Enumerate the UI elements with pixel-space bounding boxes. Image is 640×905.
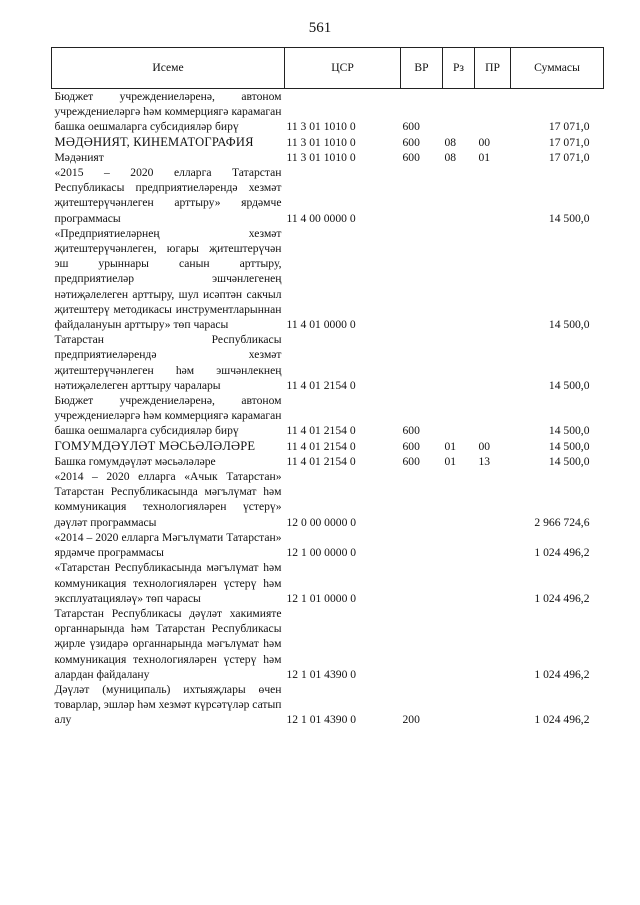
cell-pr (475, 682, 511, 728)
table-row (52, 439, 604, 454)
cell-sum: 2 966 724,6 (534, 515, 590, 529)
cell-rz (443, 393, 475, 439)
cell-vr (401, 606, 443, 682)
table-row (52, 530, 604, 560)
cell-csr: 11 4 01 2154 0 (286, 454, 356, 468)
table-row (52, 393, 604, 439)
cell-csr: 11 3 01 1010 0 (286, 120, 356, 134)
cell-vr: 600 (402, 439, 420, 453)
cell-csr: 12 1 01 0000 0 (286, 591, 357, 605)
cell-name: Бюджет учреждениеләренә, автоном учреждениеләргә һәм коммерциягә карамаган башка оешмаларга субсидияләр бирү (54, 394, 282, 438)
column-header-sum: Суммасы (511, 48, 604, 89)
cell-rz (443, 606, 475, 682)
table-row (52, 135, 604, 150)
cell-pr: 00 (478, 135, 491, 149)
cell-vr (401, 530, 443, 560)
cell-pr (475, 560, 511, 606)
cell-vr: 200 (402, 713, 420, 727)
cell-rz: 01 (444, 439, 457, 453)
column-header-pr: ПР (475, 48, 511, 89)
cell-rz (443, 165, 475, 226)
budget-table (51, 47, 604, 728)
cell-rz: 08 (444, 150, 457, 164)
cell-name: ГОМУМДӘҮЛӘТ МӘСЬӘЛӘЛӘРЕ (54, 438, 256, 453)
table-row (52, 150, 604, 165)
cell-sum: 14 500,0 (548, 378, 590, 392)
table-row (52, 165, 604, 226)
cell-sum: 1 024 496,2 (534, 667, 590, 681)
table-row (52, 89, 604, 135)
table-row (52, 454, 604, 469)
cell-csr: 12 1 01 4390 0 (286, 713, 357, 727)
cell-pr (475, 393, 511, 439)
cell-pr (475, 89, 511, 135)
cell-rz (443, 682, 475, 728)
table-row (52, 606, 604, 682)
cell-csr: 11 4 01 2154 0 (286, 439, 356, 453)
cell-csr: 12 1 00 0000 0 (286, 546, 357, 560)
page-number: 561 (308, 20, 332, 36)
table-body (52, 89, 604, 728)
cell-rz (443, 469, 475, 530)
cell-csr: 11 4 01 0000 0 (286, 318, 356, 332)
cell-rz (443, 560, 475, 606)
cell-sum: 14 500,0 (548, 439, 590, 453)
cell-csr: 11 4 01 2154 0 (286, 378, 356, 392)
cell-name: «2015 – 2020 елларга Татарстан Республикасы предприятиеләрендә хезмәт җитештерүчәнлеген арттыру» ярдәмче программасы (54, 166, 282, 225)
cell-vr: 600 (402, 135, 420, 149)
cell-name: Башка гомумдәүләт мәсьәләләре (54, 454, 216, 468)
cell-pr (475, 165, 511, 226)
cell-name: Бюджет учреждениеләренә, автоном учреждениеләргә һәм коммерциягә карамаган башка оешмаларга субсидияләр бирү (54, 90, 282, 134)
cell-vr: 600 (402, 150, 420, 164)
column-header-csr: ЦСР (285, 48, 401, 89)
cell-vr: 600 (402, 120, 420, 134)
column-header-rz: Рз (443, 48, 475, 89)
cell-pr (475, 469, 511, 530)
cell-name: Татарстан Республикасы дәүләт хакимияте органнарында һәм Татарстан Республикасы җирле үзидарә органнарында мәгълүмат һәм коммуникация технологияләрен үстерү һәм алардан файдалану (54, 606, 282, 681)
cell-name: Дәүләт (муниципаль) ихтыяҗлары өчен товарлар, эшләр һәм хезмәт күрсәтүләр сатып алу (54, 682, 282, 727)
column-header-vr: ВР (401, 48, 443, 89)
cell-pr: 13 (478, 454, 491, 468)
cell-sum: 17 071,0 (548, 120, 590, 134)
cell-pr: 01 (478, 150, 491, 164)
table-row (52, 226, 604, 332)
cell-csr: 11 3 01 1010 0 (286, 135, 356, 149)
cell-sum: 17 071,0 (548, 150, 590, 164)
cell-vr (401, 560, 443, 606)
cell-sum: 14 500,0 (548, 424, 590, 438)
cell-name: Мәдәният (54, 150, 104, 164)
cell-name: «Татарстан Республикасында мәгълүмат һәм коммуникация технологияләрен үстерү һәм эксплуатацияләү» төп чарасы (54, 561, 282, 605)
cell-vr: 600 (402, 424, 420, 438)
cell-sum: 1 024 496,2 (534, 546, 590, 560)
cell-vr (401, 469, 443, 530)
cell-rz: 08 (444, 135, 457, 149)
cell-name: МӘДӘНИЯТ, КИНЕМАТОГРАФИЯ (54, 134, 254, 149)
table-row (52, 560, 604, 606)
cell-sum: 1 024 496,2 (534, 713, 590, 727)
cell-sum: 1 024 496,2 (534, 591, 590, 605)
cell-vr (401, 226, 443, 332)
cell-csr: 11 4 00 0000 0 (286, 211, 356, 225)
table-header-row (52, 48, 604, 89)
cell-rz (443, 226, 475, 332)
column-header-name: Исеме (52, 48, 285, 89)
table-row (52, 682, 604, 728)
cell-csr: 11 4 01 2154 0 (286, 424, 356, 438)
cell-name: Татарстан Республикасы предприятиеләрендә хезмәт җитештерүчәнлеген һәм эшчәнлекнең нәтиҗәлелеген арттыру чаралары (54, 333, 282, 392)
cell-vr (401, 165, 443, 226)
cell-csr: 11 3 01 1010 0 (286, 150, 356, 164)
table-row (52, 332, 604, 393)
cell-sum: 17 071,0 (548, 135, 590, 149)
cell-csr: 12 0 00 0000 0 (286, 515, 357, 529)
cell-pr (475, 530, 511, 560)
cell-name: «Предприятиеләрнең хезмәт җитештерүчәнлеген, югары җитештерүчән эш урыннары санын арттыру, предприятиеләр эшчәнлегенең нәтиҗәлелеген арттыру, шул исәптән сакчыл җитештерү методикасы инструментларыннан файдалануын арттыру» төп чарасы (54, 226, 282, 332)
cell-pr (475, 332, 511, 393)
cell-pr (475, 606, 511, 682)
cell-rz: 01 (444, 454, 457, 468)
table-row (52, 469, 604, 530)
cell-sum: 14 500,0 (548, 211, 590, 225)
cell-rz (443, 530, 475, 560)
cell-name: «2014 – 2020 елларга «Ачык Татарстан» Татарстан Республикасында мәгълүмат һәм коммуникация технологияләрен үстерү» дәүләт программасы (54, 470, 282, 529)
cell-vr (401, 332, 443, 393)
cell-csr: 12 1 01 4390 0 (286, 667, 357, 681)
cell-pr (475, 226, 511, 332)
cell-rz (443, 332, 475, 393)
cell-rz (443, 89, 475, 135)
cell-name: «2014 – 2020 елларга Мәгълүмати Татарстан» ярдәмче программасы (54, 530, 282, 560)
cell-vr: 600 (402, 454, 420, 468)
cell-sum: 14 500,0 (548, 454, 590, 468)
cell-sum: 14 500,0 (548, 318, 590, 332)
cell-pr: 00 (478, 439, 491, 453)
